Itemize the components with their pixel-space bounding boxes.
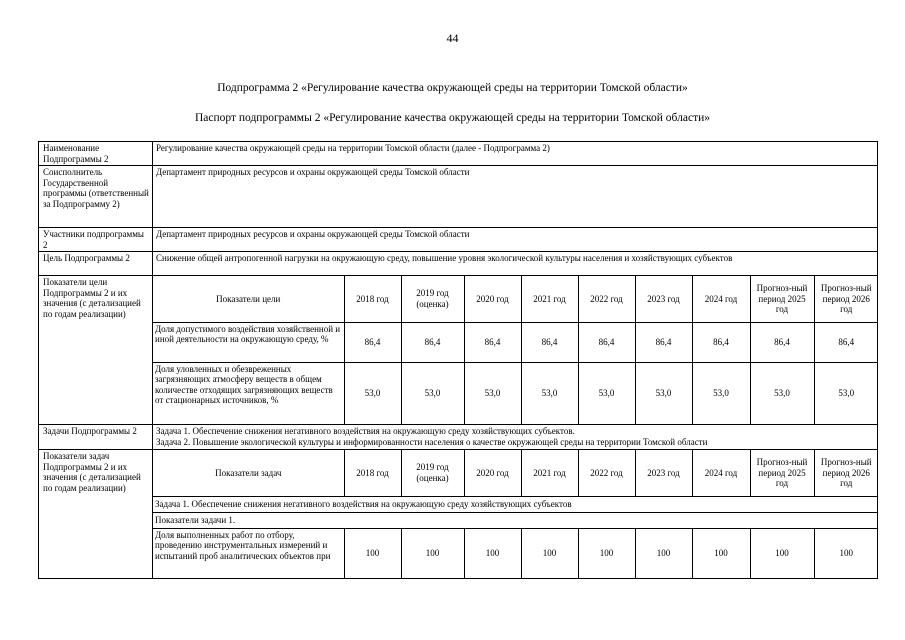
indicator-value: 86,4 [692,322,750,362]
indicator-value: 100 [401,528,464,578]
passport-heading: Паспорт подпрограммы 2 «Регулирование качества окружающей среды на территории Томской области» [194,112,711,124]
label-coexecutor: Соисполнитель Государственной программы (ответственный за Подпрограмму 2) [39,166,153,228]
goal-indicator-row [153,322,878,362]
task-indicator-row [153,528,878,578]
subprogram-heading: Подпрограмма 2 «Регулирование качества окружающей среды на территории Томской области» [217,82,688,94]
value-goal: Снижение общей антропогенной нагрузки на окружающую среду, повышение уровня экологической культуры населения и хозяйствующих субъектов [153,252,878,276]
task-1-title: Задача 1. Обеспечение снижения негативного воздействия на окружающую среду хозяйствующих субъектов [153,496,878,512]
row-coexecutor [39,166,878,228]
passport-table [38,141,878,579]
label-goal: Цель Подпрограммы 2 [39,252,153,276]
header-year: 2023 год [635,450,692,496]
indicator-value: 86,4 [521,322,578,362]
header-indicator: Показатели задач [153,450,344,496]
header-year: 2018 год [344,450,401,496]
label-name: Наименование Подпрограммы 2 [39,142,153,166]
task-1-title-row [153,496,878,512]
header-year: 2021 год [521,276,578,322]
task-indicators-cell [153,450,878,579]
goal-indicators-header [153,276,878,322]
indicator-name: Доля уловленных и обезвреженных загрязняющих атмосферу веществ в общем количестве отходящих загрязняющих веществ от стационарных источников, % [153,362,344,424]
header-year: 2024 год [692,276,750,322]
page-number: 44 [446,31,459,45]
value-participants: Департамент природных ресурсов и охраны окружающей среды Томской области [153,228,878,252]
row-goal [39,252,878,276]
row-goal-indicators [39,276,878,425]
indicator-value: 53,0 [692,362,750,424]
indicator-value: 53,0 [578,362,635,424]
indicator-name: Доля выполненных работ по отбору, проведению инструментальных измерений и испытаний проб аналитических объектов при [153,528,344,578]
row-participants [39,228,878,252]
header-indicator: Показатели цели [153,276,344,322]
header-forecast: Прогноз-ный период 2026 год [814,276,878,322]
header-year: 2018 год [344,276,401,322]
indicator-value: 86,4 [464,322,521,362]
header-year: 2022 год [578,276,635,322]
task-1: Задача 1. Обеспечение снижения негативного воздействия на окружающую среду хозяйствующих субъектов. [156,426,575,436]
goal-indicator-row [153,362,878,424]
header-forecast: Прогноз-ный период 2025 год [750,450,814,496]
header-year: 2020 год [464,276,521,322]
header-forecast: Прогноз-ный период 2026 год [814,450,878,496]
indicator-value: 86,4 [750,322,814,362]
goal-indicators-table [153,276,878,424]
indicator-value: 53,0 [814,362,878,424]
label-tasks: Задачи Подпрограммы 2 [39,425,153,450]
header-year: 2023 год [635,276,692,322]
label-task-indicators: Показатели задач Подпрограммы 2 и их значения (с детализацией по годам реализации) [39,450,153,579]
indicator-value: 53,0 [750,362,814,424]
indicator-value: 53,0 [464,362,521,424]
indicator-value: 86,4 [578,322,635,362]
header-forecast: Прогноз-ный период 2025 год [750,276,814,322]
indicator-value: 53,0 [521,362,578,424]
label-participants: Участники подпрограммы 2 [39,228,153,252]
indicator-value: 100 [635,528,692,578]
indicator-value: 100 [521,528,578,578]
goal-indicators-cell [153,276,878,425]
header-year: 2021 год [521,450,578,496]
indicator-value: 100 [692,528,750,578]
task-1-indicators-label: Показатели задачи 1. [153,512,878,528]
indicator-value: 53,0 [344,362,401,424]
header-year: 2019 год (оценка) [401,450,464,496]
indicator-value: 86,4 [635,322,692,362]
value-name: Регулирование качества окружающей среды на территории Томской области (далее - Подпрограмма 2) [153,142,878,166]
value-coexecutor: Департамент природных ресурсов и охраны окружающей среды Томской области [153,166,878,228]
indicator-name: Доля допустимого воздействия хозяйственной и иной деятельности на окружающую среду, % [153,322,344,362]
task-indicators-header [153,450,878,496]
indicator-value: 100 [814,528,878,578]
indicator-value: 100 [344,528,401,578]
header-year: 2019 год (оценка) [401,276,464,322]
header-year: 2024 год [692,450,750,496]
header-year: 2020 год [464,450,521,496]
task-indicators-table [153,450,878,578]
indicator-value: 53,0 [635,362,692,424]
header-year: 2022 год [578,450,635,496]
indicator-value: 53,0 [401,362,464,424]
indicator-value: 100 [464,528,521,578]
row-tasks [39,425,878,450]
indicator-value: 100 [578,528,635,578]
value-tasks [153,425,878,450]
task-1-indicators-label-row [153,512,878,528]
label-goal-indicators: Показатели цели Подпрограммы 2 и их значения (с детализацией по годам реализации) [39,276,153,425]
indicator-value: 100 [750,528,814,578]
row-name [39,142,878,166]
indicator-value: 86,4 [344,322,401,362]
task-2: Задача 2. Повышение экологической культуры и информированности населения о качестве окружающей среды на территории Томской области [156,436,708,447]
row-task-indicators [39,450,878,579]
indicator-value: 86,4 [814,322,878,362]
indicator-value: 86,4 [401,322,464,362]
